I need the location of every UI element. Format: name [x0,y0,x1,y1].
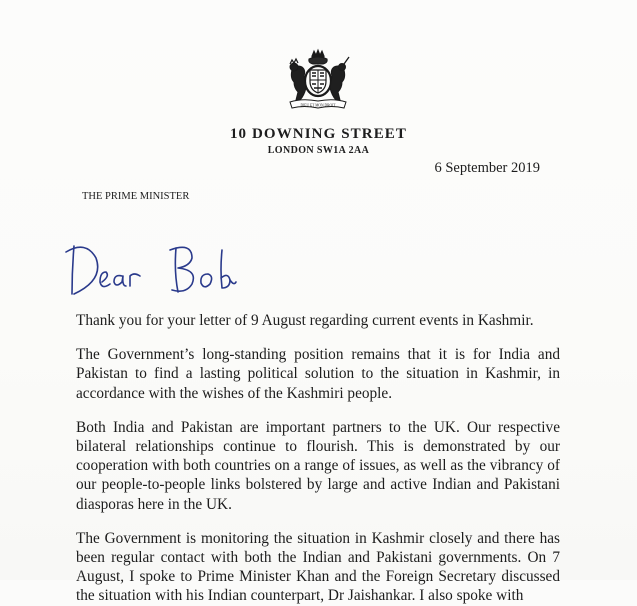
handwritten-salutation [60,236,240,302]
letter-body [76,311,560,606]
letterhead-address: 10 DOWNING STREET [229,126,408,142]
paragraph: The Government’s long-standing position remains that it is for India and Pakistan to find a lasting political solution to the situation in Kashmir, in accordance with the wishes of the Kashmiri people. [76,346,560,402]
sender-title: THE PRIME MINISTER [82,191,190,202]
royal-coat-of-arms-icon [282,48,354,114]
salutation-text: Dear Bob [60,236,64,237]
crest-motto: DIEU ET MON DROIT [300,103,336,108]
letter-date: 6 September 2019 [434,160,540,176]
letterhead-postcode: LONDON SW1A 2AA [267,145,370,156]
paragraph: Both India and Pakistan are important partners to the UK. Our respective bilateral relationships continue to flourish. This is demonstrated by our cooperation with both countries on a range of issues, as well as the vibrancy of our people-to-people links bolstered by large and active Indian and Pakistani diasporas here in the UK. [76,418,560,513]
paragraph: The Government is monitoring the situation in Kashmir closely and there has been regular contact with both the Indian and Pakistani governments. On 7 August, I spoke to Prime Minister Khan and the Foreign Secretary discussed the situation with his Indian counterpart, Dr Jaishankar. I also spoke with [76,529,560,605]
paragraph: Thank you for your letter of 9 August regarding current events in Kashmir. [76,312,534,329]
